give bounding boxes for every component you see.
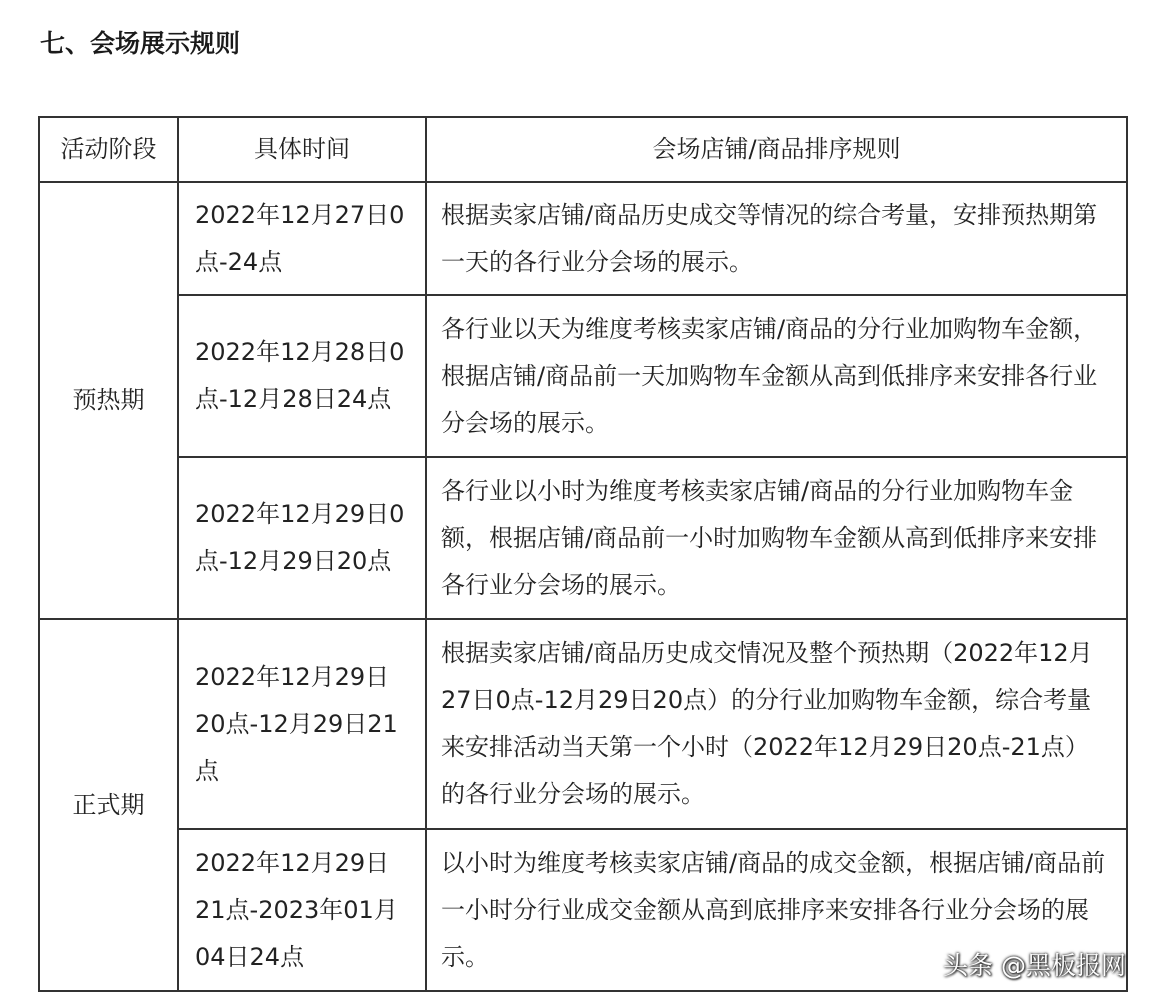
- header-rule: 会场店铺/商品排序规则: [426, 117, 1127, 182]
- table-row: [39, 619, 1127, 829]
- time-cell: 2022年12月27日0点-24点: [178, 182, 426, 295]
- time-cell: 2022年12月28日0点-12月28日24点: [178, 295, 426, 457]
- time-cell: 2022年12月29日20点-12月29日21点: [178, 619, 426, 829]
- display-rules-table: [38, 116, 1128, 992]
- table-row: [39, 457, 1127, 619]
- header-time: 具体时间: [178, 117, 426, 182]
- rule-cell: 各行业以小时为维度考核卖家店铺/商品的分行业加购物车金额，根据店铺/商品前一小时加购物车金额从高到低排序来安排各行业分会场的展示。: [426, 457, 1127, 619]
- time-cell: 2022年12月29日0点-12月29日20点: [178, 457, 426, 619]
- stage-cell-preheat: 预热期: [39, 182, 178, 619]
- time-cell: 2022年12月29日21点-2023年01月04日24点: [178, 829, 426, 991]
- table-row: [39, 295, 1127, 457]
- section-title: 七、会场展示规则: [40, 29, 241, 58]
- rule-cell: 以小时为维度考核卖家店铺/商品的成交金额，根据店铺/商品前一小时分行业成交金额从高到底排序来安排各行业分会场的展示。: [426, 829, 1127, 991]
- watermark: 头条 @黑板报网: [943, 951, 1126, 980]
- rule-cell: 各行业以天为维度考核卖家店铺/商品的分行业加购物车金额，根据店铺/商品前一天加购物车金额从高到低排序来安排各行业分会场的展示。: [426, 295, 1127, 457]
- table-header-row: [39, 117, 1127, 182]
- stage-cell-official: 正式期: [39, 619, 178, 991]
- table-row: [39, 182, 1127, 295]
- rule-cell: 根据卖家店铺/商品历史成交等情况的综合考量，安排预热期第一天的各行业分会场的展示。: [426, 182, 1127, 295]
- rule-cell: 根据卖家店铺/商品历史成交情况及整个预热期（2022年12月27日0点-12月29日20点）的分行业加购物车金额，综合考量来安排活动当天第一个小时（2022年12月29日20点-21点）的各行业分会场的展示。: [426, 619, 1127, 829]
- header-stage: 活动阶段: [39, 117, 178, 182]
